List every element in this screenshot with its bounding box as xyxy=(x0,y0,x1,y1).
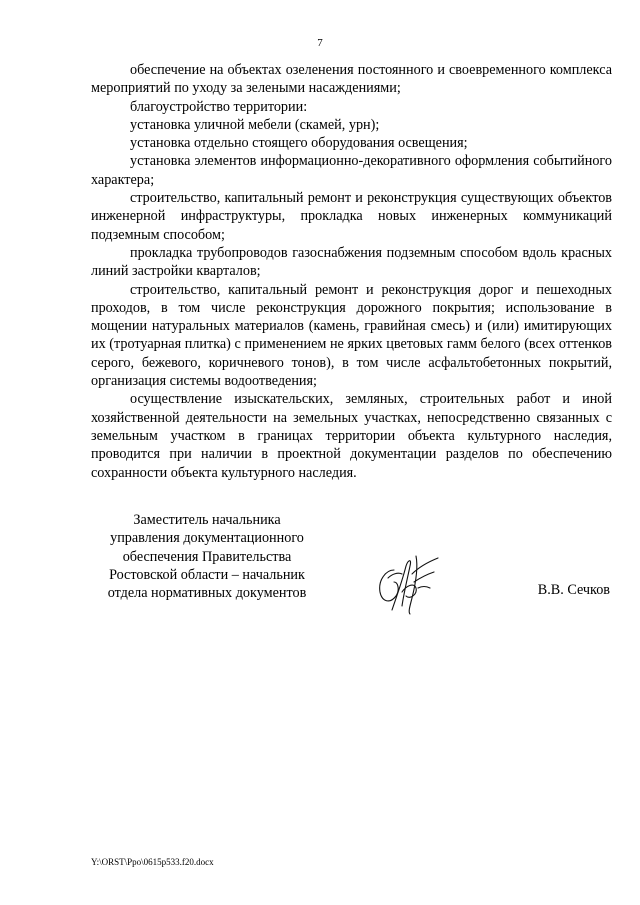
paragraph-territory-improvement: благоустройство территории: xyxy=(130,98,308,115)
handwritten-signature xyxy=(372,552,444,616)
page-number: 7 xyxy=(317,37,323,49)
paragraph-survey-and-construction: осуществление изыскательских, земляных, строительных работ и иной хозяйственной деятельности на земельных участках, непосредственно связанных с земельным участком в границах территории объекта культурного наследия, проводится при наличии в проектной документации разделов по обеспечению сохранности объекта культурного наследия. xyxy=(91,391,612,481)
document-body xyxy=(91,61,612,482)
signatory-title-line: отдела нормативных документов xyxy=(107,585,307,602)
paragraph-landscaping-care: обеспечение на объектах озеленения постоянного и своевременного комплекса мероприятий по уходу за зелеными насаждениями; xyxy=(91,62,612,97)
signatory-title-line: Ростовской области – начальник xyxy=(109,566,305,583)
paragraph-decorative-elements: установка элементов информационно-декоративного оформления событийного характера; xyxy=(91,153,612,188)
signatory-title-block xyxy=(92,511,322,602)
paragraph-street-furniture: установка уличной мебели (скамей, урн); xyxy=(130,116,380,133)
signatory-title-line: Заместитель начальника xyxy=(133,512,281,528)
paragraph-lighting-equipment: установка отдельно стоящего оборудования освещения; xyxy=(130,135,468,152)
paragraph-gas-pipelines: прокладка трубопроводов газоснабжения подземным способом вдоль красных линий застройки кварталов; xyxy=(91,244,612,280)
paragraph-roads-and-paving: строительство, капитальный ремонт и реконструкция дорог и пешеходных проходов, в том числе реконструкция дорожного покрытия; использование в мощении натуральных материалов (камень, гравийная смесь) и (или) имитирующих их (тротуарная плитка) с применением не ярких цветовых гамм белого (всех оттенков серого, бежевого, коричневого тонов), в том числе асфальтобетонных покрытий, организация системы водоотведения; xyxy=(91,281,612,390)
signatory-title-line: обеспечения Правительства xyxy=(122,548,292,565)
signatory-name: В.В. Сечков xyxy=(537,582,610,598)
signatory-title-line: управления документационного xyxy=(110,530,304,547)
paragraph-engineering-infrastructure: строительство, капитальный ремонт и реконструкция существующих объектов инженерной инфраструктуры, прокладка новых инженерных коммуникаций подземным способом; xyxy=(91,190,612,243)
document-file-path: Y:\ORST\Ppo\0615p533.f20.docx xyxy=(91,857,214,867)
